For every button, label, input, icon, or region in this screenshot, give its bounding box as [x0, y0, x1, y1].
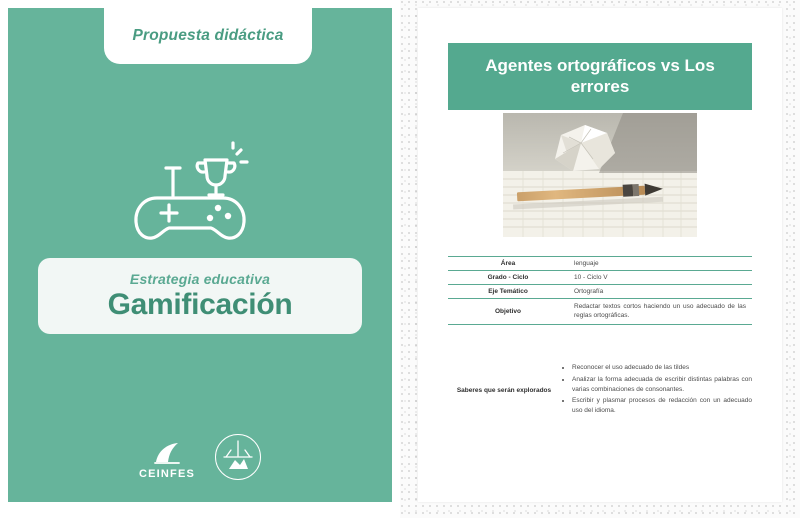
list-item: • Escribir y plasmar procesos de redacción con un adecuado uso del idioma.	[572, 396, 752, 416]
content-page	[400, 0, 800, 518]
table-row	[448, 257, 752, 271]
ceinfes-logo	[139, 441, 195, 480]
lesson-title-banner	[448, 43, 752, 110]
table-key-grade: Grado - Ciclo	[448, 271, 568, 285]
lesson-title: Agentes ortográficos vs Los errores	[485, 56, 715, 97]
proposal-badge-label: Propuesta didáctica	[132, 27, 284, 44]
strategy-title: Gamificación	[107, 288, 293, 322]
skills-label: Saberes que serán explorados	[456, 386, 552, 394]
institution-seal-logo	[215, 434, 261, 480]
table-key-objective: Objetivo	[448, 299, 568, 325]
table-key-area: Área	[448, 257, 568, 271]
table-row	[448, 285, 752, 299]
list-item: • Reconocer el uso adecuado de las tildes	[572, 363, 752, 373]
skills-list	[560, 363, 752, 418]
content-card	[418, 8, 782, 502]
strategy-panel	[38, 258, 362, 334]
gamepad-trophy-icon	[8, 133, 392, 253]
table-value-topic: Ortografía	[568, 285, 752, 299]
table-row	[448, 271, 752, 285]
ceinfes-logo-text: CEINFES	[138, 468, 196, 480]
cover-background	[8, 8, 392, 502]
table-row	[448, 299, 752, 325]
table-key-topic: Eje Temático	[448, 285, 568, 299]
cover-logos	[8, 434, 392, 480]
proposal-badge	[104, 8, 312, 64]
lesson-photo	[503, 113, 697, 237]
table-value-grade: 10 - Ciclo V	[568, 271, 752, 285]
strategy-eyebrow: Estrategia educativa	[129, 271, 271, 288]
table-value-area: lenguaje	[568, 257, 752, 271]
lesson-info-table	[448, 256, 752, 325]
table-value-objective: Redactar textos cortos haciendo un uso adecuado de las reglas ortográficas.	[568, 299, 752, 325]
list-item: • Analizar la forma adecuada de escribir distintas palabras con varias combinaciones de consonantes.	[572, 375, 752, 395]
skills-section	[448, 363, 752, 418]
